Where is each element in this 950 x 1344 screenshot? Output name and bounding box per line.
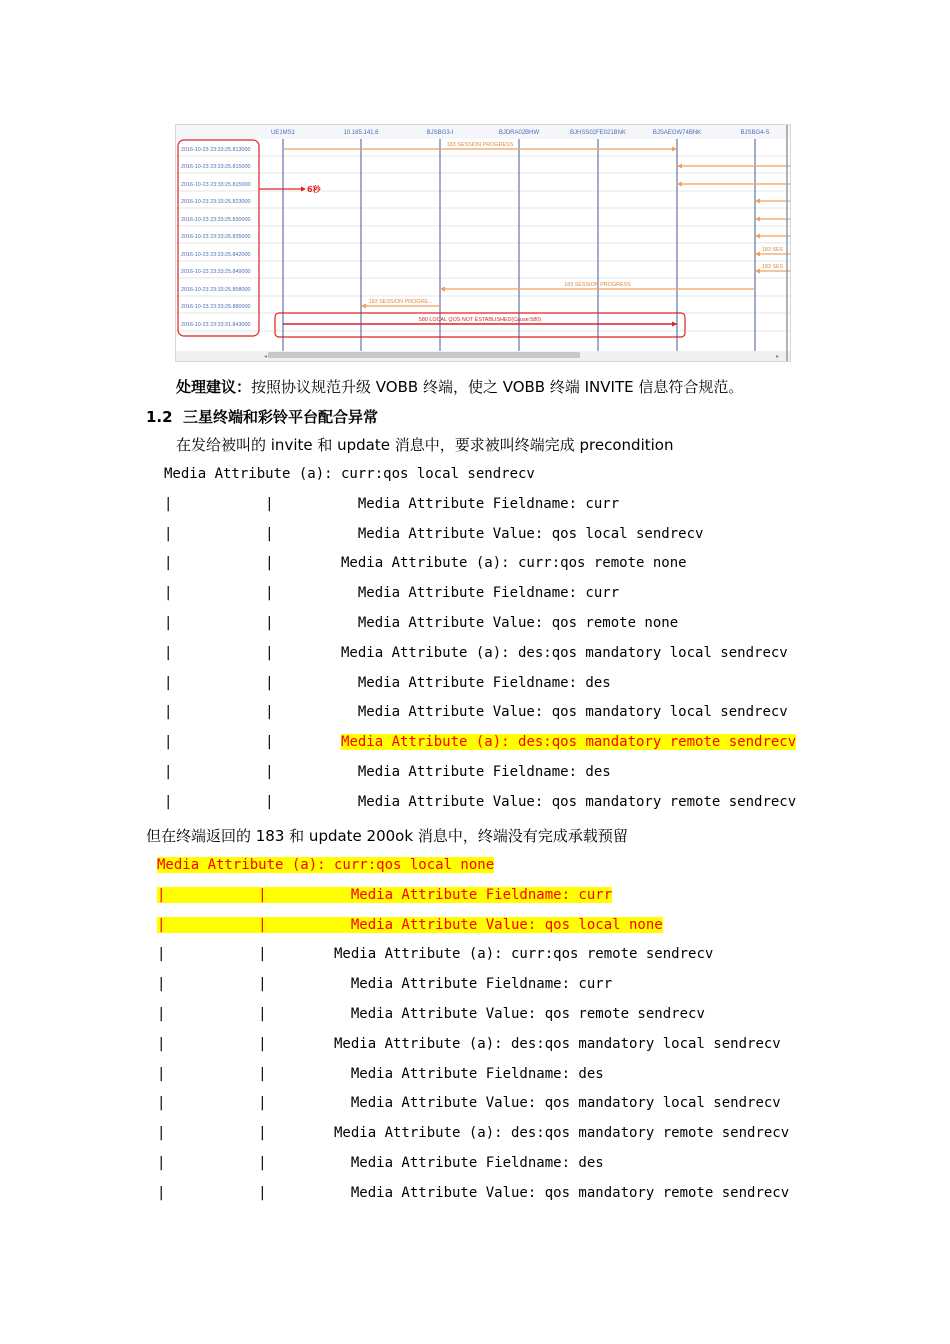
network-element-label: BJSAEGW74BNK [652, 130, 702, 136]
sdp-line: | | Media Attribute Value: qos mandatory local sendrecv [157, 1095, 781, 1111]
message-label: 183 SES [761, 264, 784, 270]
timestamp-label: 2016-10-23 23:33:25.835000 [181, 234, 251, 240]
sdp-line: | | Media Attribute Value: qos remote sendrecv [157, 1006, 705, 1022]
message-label: 183 SESSION PROGRESS [564, 282, 631, 288]
message-label: 183 SES [761, 247, 784, 253]
scroll-right-icon: ▸ [776, 353, 780, 360]
arrow-head [755, 217, 760, 222]
sdp-line: | | Media Attribute (a): des:qos mandatory local sendrecv [157, 1036, 781, 1052]
sdp-line: | | Media Attribute Fieldname: des [157, 1155, 604, 1171]
timestamp-label: 2016-10-23 23:33:25.830000 [181, 217, 251, 223]
timestamp-label: 2016-10-23 23:33:31.843000 [181, 322, 251, 328]
message-label: 183 SESSION PROGRESS [446, 142, 514, 148]
network-element-label: BJSBG3-I [426, 130, 454, 136]
sdp-line [164, 733, 796, 751]
arrow-head [677, 164, 682, 169]
sdp-line-highlighted [157, 856, 494, 874]
arrow-head [755, 234, 760, 239]
highlighted-text: Media Attribute (a): des:qos mandatory remote sendrecv [341, 734, 797, 750]
timestamp-label: 2016-10-23 23:33:25.880000 [181, 304, 251, 310]
timestamp-label: 2016-10-23 23:33:25.813000 [181, 147, 251, 153]
tree-prefix: | | [164, 734, 342, 750]
sdp-line: | | Media Attribute Value: qos mandatory remote sendrecv [157, 1185, 790, 1201]
paragraph-response: 但在终端返回的 183 和 update 200ok 消息中，终端没有完成承载预留 [146, 827, 628, 845]
arrow-head [672, 147, 677, 152]
timestamp-label: 2016-10-23 23:33:25.815000 [181, 182, 251, 188]
arrow-head [672, 322, 677, 327]
arrow-head [755, 269, 760, 274]
message-label: 183 SESSION PROGRE... [368, 299, 433, 305]
highlighted-text: Media Attribute (a): curr:qos local none [157, 857, 495, 873]
sdp-line: | | Media Attribute Fieldname: des [164, 764, 611, 780]
paragraph-precondition: 在发给被叫的 invite 和 update 消息中，要求被叫终端完成 precondition [176, 436, 674, 454]
sdp-line: | | Media Attribute Fieldname: curr [157, 976, 613, 992]
arrow-head [361, 304, 366, 309]
network-element-label: BJSBG4-S [740, 130, 770, 136]
sdp-line: | | Media Attribute (a): des:qos mandatory remote sendrecv [157, 1125, 790, 1141]
arrow-head [755, 199, 760, 204]
suggestion-line [176, 377, 743, 397]
sdp-line: | | Media Attribute Fieldname: curr [164, 496, 620, 512]
sdp-line: | | Media Attribute Value: qos remote none [164, 615, 679, 631]
sdp-line: | | Media Attribute (a): curr:qos remote sendrecv [157, 946, 714, 962]
signaling-flow-diagram [175, 124, 791, 362]
arrow-head [440, 287, 445, 292]
section-title: 三星终端和彩铃平台配合异常 [183, 408, 379, 426]
scrollbar-thumb [268, 352, 580, 358]
network-element-label: BJHSS02FE021BNK [569, 130, 627, 136]
highlighted-text: | | Media Attribute Fieldname: curr [157, 887, 613, 903]
timestamp-label: 2016-10-23 23:33:25.858000 [181, 287, 251, 293]
sdp-line: | | Media Attribute Value: qos mandatory local sendrecv [164, 704, 788, 720]
network-element-label: 10.185.141.6 [343, 130, 379, 136]
sdp-line: | | Media Attribute Fieldname: curr [164, 585, 620, 601]
timestamp-label: 2016-10-23 23:33:25.842000 [181, 252, 251, 258]
sdp-line: | | Media Attribute Value: qos mandatory remote sendrecv [164, 794, 797, 810]
timestamp-label: 2016-10-23 23:33:25.849000 [181, 269, 251, 275]
suggestion-label: 处理建议： [176, 378, 252, 396]
network-element-label: UE1MS1 [270, 130, 296, 136]
sdp-line: | | Media Attribute (a): des:qos mandatory local sendrecv [164, 645, 788, 661]
section-heading [146, 407, 378, 427]
section-number: 1.2 [146, 408, 173, 426]
sdp-line: | | Media Attribute Fieldname: des [157, 1066, 604, 1082]
arrow-head [755, 252, 760, 257]
timestamp-label: 2016-10-23 23:33:25.815000 [181, 164, 251, 170]
sdp-line: Media Attribute (a): curr:qos local sendrecv [164, 466, 535, 482]
delay-annotation: 6秒 [307, 185, 321, 194]
network-element-label: BJDRA02BHW [498, 130, 540, 136]
timestamp-label: 2016-10-23 23:33:25.823000 [181, 199, 251, 205]
sdp-line: | | Media Attribute Fieldname: des [164, 675, 611, 691]
sdp-line-highlighted [157, 916, 663, 934]
sdp-line: | | Media Attribute (a): curr:qos remote none [164, 555, 687, 571]
arrow-head [677, 182, 682, 187]
highlighted-text: | | Media Attribute Value: qos local none [157, 917, 663, 933]
scroll-left-icon: ◂ [264, 353, 268, 360]
suggestion-text: 按照协议规范升级 VOBB 终端，使之 VOBB 终端 INVITE 信息符合规范。 [251, 378, 744, 396]
sdp-line-highlighted [157, 886, 612, 904]
sdp-line: | | Media Attribute Value: qos local sendrecv [164, 526, 704, 542]
signaling-flow-svg [176, 125, 790, 361]
error-message-label: 580 LOCAL QOS NOT ESTABLISHED(Cause:580) [418, 317, 542, 323]
